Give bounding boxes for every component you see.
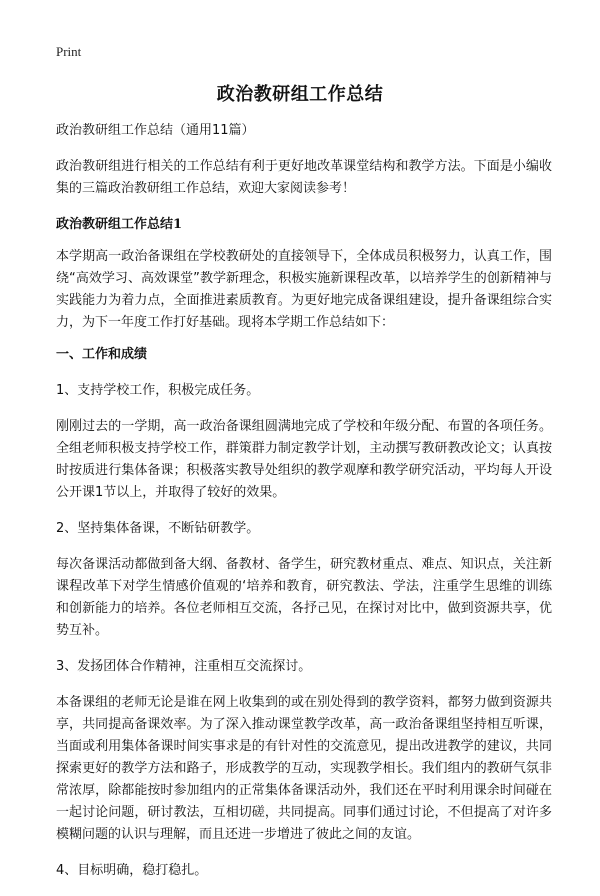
item-body: 刚刚过去的一学期，高一政治备课组圆满地完成了学校和年级分配、布置的各项任务。全组老师积极支持学校工作，群策群力制定教学计划，主动撰写教研教改论文；认真按时按质进行集体备课；积极落实教导处组织的教学观摩和教学研究活动，平均每人开设公开课1节以上，并取得了较好的效果。 <box>56 419 552 500</box>
intro-paragraph: 政治教研组进行相关的工作总结有利于更好地改革课堂结构和教学方法。下面是小编收集的三篇政治教研组工作总结，欢迎大家阅读参考！ <box>56 159 552 196</box>
item-body: 每次备课活动都做到备大纲、备教材、备学生，研究教材重点、难点、知识点，关注新课程改革下对学生情感价值观的‘培养和教育，研究教法、学法，注重学生思维的训练和创新能力的培养。各位老师相互交流，各抒己见，在探讨对比中，做到资源共享，优势互补。 <box>56 557 552 638</box>
item-heading: 1、支持学校工作，积极完成任务。 <box>56 383 260 398</box>
part-heading: 一、工作和成绩 <box>56 347 148 362</box>
document-body <box>56 120 552 896</box>
item-heading: 2、坚持集体备课，不断钻研教学。 <box>56 521 260 536</box>
print-link[interactable]: Print <box>56 44 82 59</box>
document-subtitle: 政治教研组工作总结（通用11篇） <box>56 123 255 138</box>
page-title: 政治教研组工作总结 <box>216 84 384 105</box>
summary-paragraph: 本学期高一政治备课组在学校教研处的直接领导下，全体成员积极努力，认真工作，围绕“高效学习、高效课堂”教学新理念，积极实施新课程改革，以培养学生的创新精神与实践能力为着力点，全面推进素质教育。为更好地完成备课组建设，提升备课组综合实力，为下一年度工作打好基础。现将本学期工作总结如下： <box>56 249 552 330</box>
item-heading: 4、目标明确，稳打稳扎。 <box>56 863 208 878</box>
section-heading: 政治教研组工作总结1 <box>56 217 183 232</box>
item-body: 本备课组的老师无论是谁在网上收集到的或在别处得到的教学资料，都努力做到资源共享，共同提高备课效率。为了深入推动课堂教学改革，高一政治备课组坚持相互听课，当面或利用集体备课时间实事求是的有针对性的交流意见，提出改进教学的建议，共同探索更好的教学方法和路子，形成教学的互动，实现教学相长。我们组内的教研气氛非常浓厚，除都能按时参加组内的正常集体备课活动外，我们还在平时利用课余时间碰在一起讨论问题，研讨教法，互相切磋，共同提高。同事们通过讨论，不但提高了对许多模糊问题的认识与理解，而且还进一步增进了彼此之间的友谊。 <box>56 695 552 842</box>
item-heading: 3、发扬团体合作精神，注重相互交流探讨。 <box>56 659 312 674</box>
